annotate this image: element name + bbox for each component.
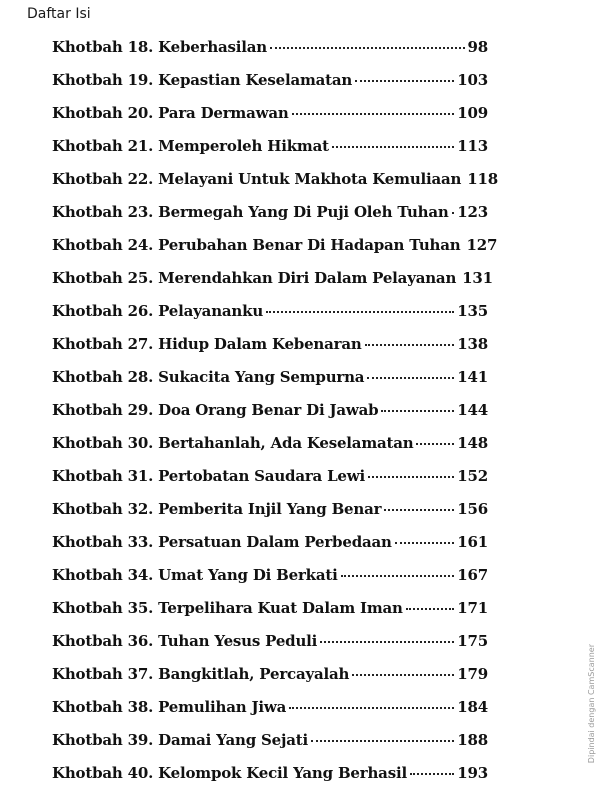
toc-dot-leader: [355, 80, 454, 82]
toc-entry-title: Khotbah 36. Tuhan Yesus Peduli: [52, 632, 318, 650]
toc-dot-leader: [341, 575, 455, 577]
toc-entry-page: 148: [457, 434, 488, 452]
toc-entry-page: 156: [457, 500, 488, 518]
toc-entry-title: Khotbah 40. Kelompok Kecil Yang Berhasil: [52, 764, 407, 782]
toc-entry: [52, 599, 488, 632]
toc-entry-title: Khotbah 25. Merendahkan Diri Dalam Pelayanan: [52, 269, 457, 287]
toc-dot-leader: [320, 641, 454, 643]
toc-entry-page: 188: [457, 731, 488, 749]
toc-entry: [52, 38, 488, 71]
toc-entry: [52, 434, 488, 467]
toc-dot-leader: [368, 476, 454, 478]
toc-dot-leader: [365, 344, 455, 346]
toc-entry-page: 161: [457, 533, 488, 551]
toc-entry: [52, 137, 488, 170]
toc-dot-leader: [381, 410, 454, 412]
toc-entry-page: 184: [457, 698, 488, 716]
toc-entry: [52, 302, 488, 335]
toc-entry-title: Khotbah 39. Damai Yang Sejati: [52, 731, 308, 749]
toc-entry-page: 171: [457, 599, 488, 617]
toc-entry: [52, 764, 488, 797]
toc-entry-title: Khotbah 24. Perubahan Benar Di Hadapan Tuhan: [52, 236, 461, 254]
toc-entry-title: Khotbah 32. Pemberita Injil Yang Benar: [52, 500, 382, 518]
toc-dot-leader: [416, 443, 454, 445]
toc-entry: [52, 467, 488, 500]
toc-entry-page: 175: [457, 632, 488, 650]
toc-dot-leader: [332, 146, 454, 148]
toc-entry-page: 123: [457, 203, 488, 221]
toc-entry: [52, 236, 498, 269]
toc-entry-title: Khotbah 38. Pemulihan Jiwa: [52, 698, 287, 716]
toc-entry-title: Khotbah 19. Kepastian Keselamatan: [52, 71, 353, 89]
toc-entry: [52, 632, 488, 665]
toc-entry: [52, 203, 488, 236]
toc-entry: [52, 731, 488, 764]
toc-dot-leader: [367, 377, 454, 379]
toc-entry: [52, 71, 488, 104]
scanner-watermark: Dipindai dengan CamScanner: [587, 643, 596, 763]
toc-entry-page: 138: [457, 335, 488, 353]
toc-entry-page: 98: [467, 38, 488, 56]
toc-entry-page: 144: [457, 401, 488, 419]
toc-entry-title: Khotbah 20. Para Dermawan: [52, 104, 289, 122]
toc-entry-title: Khotbah 23. Bermegah Yang Di Puji Oleh Tuhan: [52, 203, 449, 221]
toc-dot-leader: [352, 674, 454, 676]
toc-entry-title: Khotbah 33. Persatuan Dalam Perbedaan: [52, 533, 392, 551]
toc-entry: [52, 170, 498, 203]
toc-entry: [52, 104, 488, 137]
toc-entry: [52, 368, 488, 401]
toc-entry-title: Khotbah 31. Pertobatan Saudara Lewi: [52, 467, 365, 485]
toc-entry-title: Khotbah 35. Terpelihara Kuat Dalam Iman: [52, 599, 403, 617]
toc-entry-page: 179: [457, 665, 488, 683]
toc-entry-page: 113: [457, 137, 488, 155]
toc-entry-page: 109: [457, 104, 488, 122]
toc-entry-title: Khotbah 27. Hidup Dalam Kebenaran: [52, 335, 362, 353]
toc-dot-leader: [406, 608, 455, 610]
toc-entry-title: Khotbah 37. Bangkitlah, Percayalah: [52, 665, 350, 683]
toc-dot-leader: [266, 311, 454, 313]
toc-entry-page: 152: [457, 467, 488, 485]
page-header-title: Daftar Isi: [27, 6, 91, 22]
toc-entry-page: 167: [457, 566, 488, 584]
toc-dot-leader: [384, 509, 454, 511]
table-of-contents: [52, 38, 498, 797]
toc-entry: [52, 335, 488, 368]
toc-entry-title: Khotbah 30. Bertahanlah, Ada Keselamatan: [52, 434, 414, 452]
toc-entry: [52, 269, 493, 302]
toc-entry-title: Khotbah 29. Doa Orang Benar Di Jawab: [52, 401, 379, 419]
toc-dot-leader: [311, 740, 454, 742]
toc-entry-page: 103: [457, 71, 488, 89]
toc-entry-page: 135: [457, 302, 488, 320]
toc-entry-page: 193: [457, 764, 488, 782]
toc-dot-leader: [270, 47, 465, 49]
toc-entry: [52, 665, 488, 698]
toc-entry-page: 127: [466, 236, 498, 254]
toc-entry: [52, 566, 488, 599]
toc-entry-title: Khotbah 26. Pelayananku: [52, 302, 264, 320]
toc-dot-leader: [395, 542, 455, 544]
toc-dot-leader: [289, 707, 454, 709]
toc-entry-title: Khotbah 28. Sukacita Yang Sempurna: [52, 368, 365, 386]
toc-entry-title: Khotbah 21. Memperoleh Hikmat: [52, 137, 329, 155]
toc-entry: [52, 401, 488, 434]
toc-dot-leader: [452, 212, 455, 214]
toc-entry-page: 141: [457, 368, 488, 386]
toc-entry-title: Khotbah 22. Melayani Untuk Makhota Kemuliaan: [52, 170, 462, 188]
toc-dot-leader: [292, 113, 455, 115]
toc-entry-page: 118: [467, 170, 498, 188]
toc-entry-title: Khotbah 18. Keberhasilan: [52, 38, 268, 56]
toc-entry-page: 131: [462, 269, 493, 287]
toc-entry: [52, 533, 488, 566]
toc-entry: [52, 500, 488, 533]
toc-entry: [52, 698, 488, 731]
toc-entry-title: Khotbah 34. Umat Yang Di Berkati: [52, 566, 338, 584]
